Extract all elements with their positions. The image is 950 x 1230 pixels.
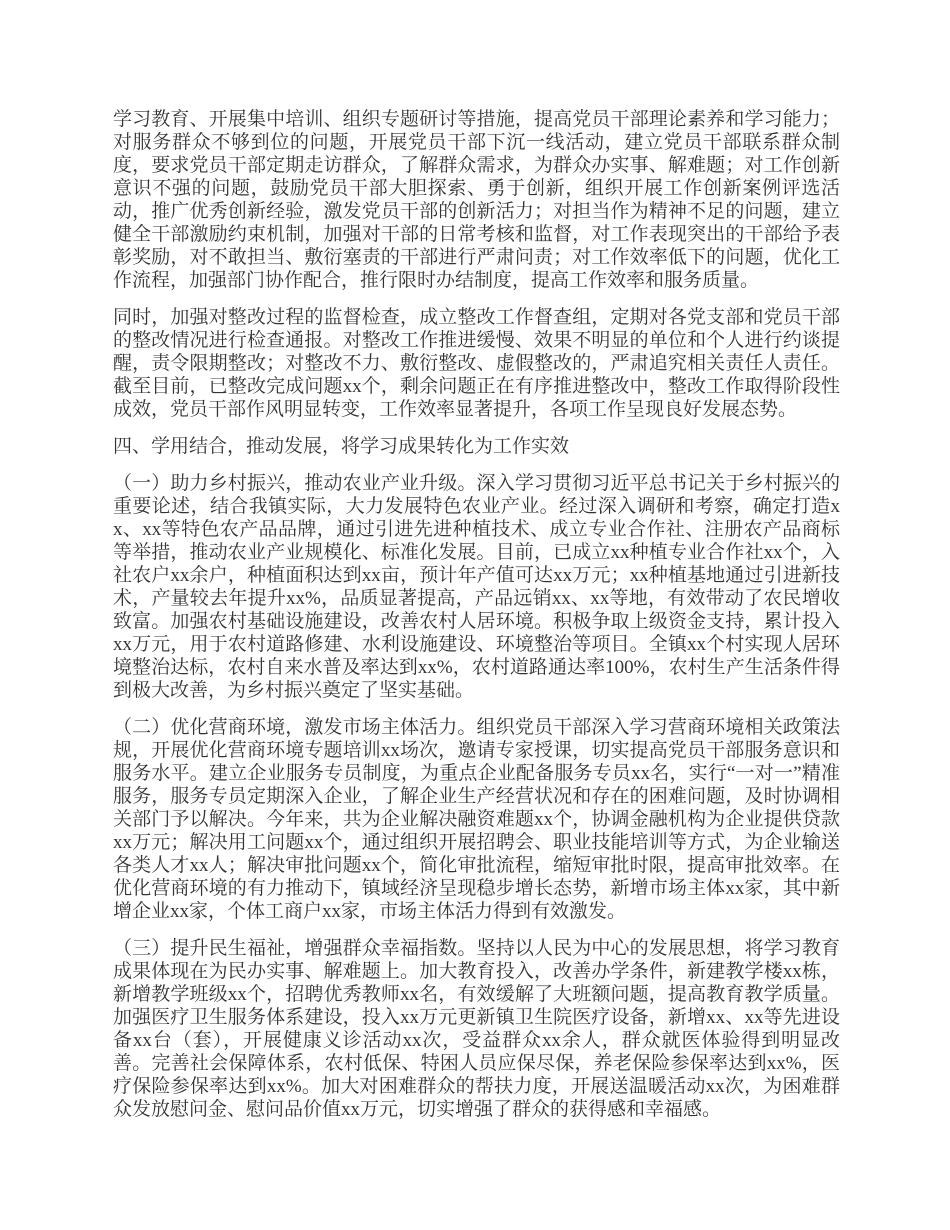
section-heading: 四、学用结合，推动发展，将学习成果转化为工作实效 [113,436,570,457]
body-paragraph: （二）优化营商环境，激发市场主体活力。组织党员干部深入学习营商环境相关政策法规，开展优化营商环境专题培训xx场次，邀请专家授课，切实提高党员干部服务意识和服务水平。建立企业服务专员制度，为重点企业配备服务专员xx名，实行“一对一”精准服务，服务专员定期深入企业，了解企业生产经营状况和存在的困难问题，及时协调相关部门予以解决。今年来，共为企业解决融资难题xx个，协调金融机构为企业提供贷款xx万元；解决用工问题xx个，通过组织开展招聘会、职业技能培训等方式，为企业输送各类人才xx人；解决审批问题xx个，简化审批流程，缩短审批时限，提高审批效率。在优化营商环境的有力推动下，镇域经济呈现稳步增长态势，新增市场主体xx家，其中新增企业xx家，个体工商户xx家，市场主体活力得到有效激发。 [113,717,840,922]
body-paragraph: 同时，加强对整改过程的监督检查，成立整改工作督查组，定期对各党支部和党员干部的整改情况进行检查通报。对整改工作推进缓慢、效果不明显的单位和个人进行约谈提醒，责令限期整改；对整改不力、敷衍整改、虚假整改的，严肃追究相关责任人责任。截至目前，已整改完成问题xx个，剩余问题正在有序推进整改中，整改工作取得阶段性成效，党员干部作风明显转变，工作效率显著提升，各项工作呈现良好发展态势。 [113,307,840,420]
body-paragraph: 学习教育、开展集中培训、组织专题研讨等措施，提高党员干部理论素养和学习能力；对服务群众不够到位的问题，开展党员干部下沉一线活动，建立党员干部联系群众制度，要求党员干部定期走访群众，了解群众需求，为群众办实事、解难题；对工作创新意识不强的问题，鼓励党员干部大胆探索、勇于创新，组织开展工作创新案例评选活动，推广优秀创新经验，激发党员干部的创新活力；对担当作为精神不足的问题，建立健全干部激励约束机制，加强对干部的日常考核和监督，对工作表现突出的干部给予表彰奖励，对不敢担当、敷衍塞责的干部进行严肃问责；对工作效率低下的问题，优化工作流程，加强部门协作配合，推行限时办结制度，提高工作效率和服务质量。 [113,109,840,291]
body-paragraph: （一）助力乡村振兴，推动农业产业升级。深入学习贯彻习近平总书记关于乡村振兴的重要论述，结合我镇实际，大力发展特色农业产业。经过深入调研和考察，确定打造xx、xx等特色农产品品牌，通过引进先进种植技术、成立专业合作社、注册农产品商标等举措，推动农业产业规模化、标准化发展。目前，已成立xx种植专业合作社xx个，入社农户xx余户，种植面积达到xx亩，预计年产值可达xx万元；xx种植基地通过引进新技术，产量较去年提升xx%，品质显著提高，产品远销xx、xx等地，有效带动了农民增收致富。加强农村基础设施建设，改善农村人居环境。积极争取上级资金支持，累计投入xx万元，用于农村道路修建、水利设施建设、环境整治等项目。全镇xx个村实现人居环境整治达标，农村自来水普及率达到xx%，农村道路通达率100%，农村生产生活条件得到极大改善，为乡村振兴奠定了坚实基础。 [113,473,840,701]
document-body [113,108,840,1121]
body-paragraph: （三）提升民生福祉，增强群众幸福指数。坚持以人民为中心的发展思想，将学习教育成果体现在为民办实事、解难题上。加大教育投入，改善办学条件，新建教学楼xx栋，新增教学班级xx个，招聘优秀教师xx名，有效缓解了大班额问题，提高教育教学质量。加强医疗卫生服务体系建设，投入xx万元更新镇卫生院医疗设备，新增xx、xx等先进设备xx台（套），开展健康义诊活动xx次，受益群众xx余人，群众就医体验得到明显改善。完善社会保障体系，农村低保、特困人员应保尽保，养老保险参保率达到xx%，医疗保险参保率达到xx%。加大对困难群众的帮扶力度，开展送温暖活动xx次，为困难群众发放慰问金、慰问品价值xx万元，切实增强了群众的获得感和幸福感。 [113,938,840,1120]
